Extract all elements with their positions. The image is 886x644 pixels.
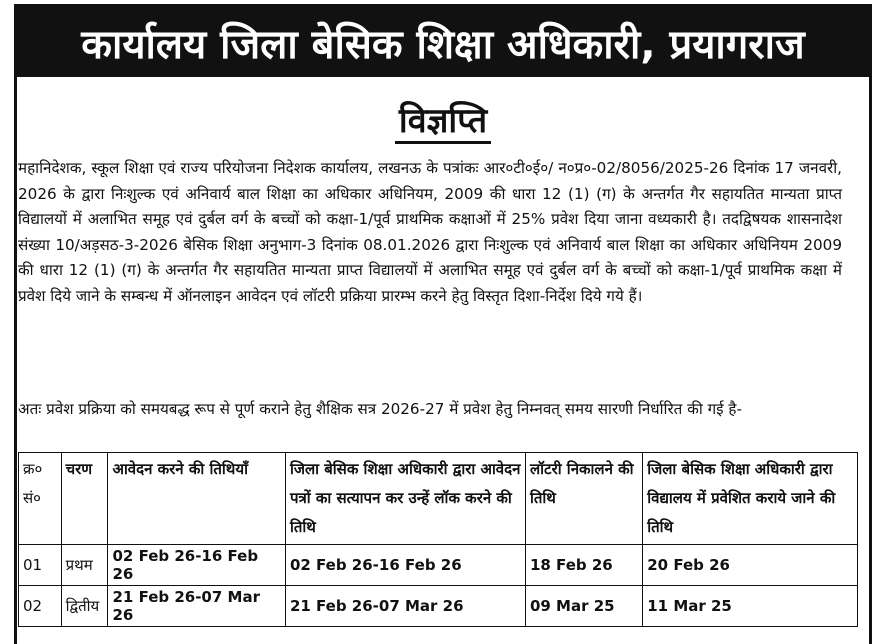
header-application-dates: आवेदन करने की तिथियाँ (108, 453, 285, 545)
cell-verification-date: 02 Feb 26-16 Feb 26 (285, 545, 525, 586)
table-row (19, 586, 858, 627)
table-row (19, 545, 858, 586)
header-verification-date: जिला बेसिक शिक्षा अधिकारी द्वारा आवेदन पत्रों का सत्यापन कर उन्हें लॉक करने की तिथि (285, 453, 525, 545)
title-wrap (17, 101, 869, 144)
notice-paragraph-1: महानिदेशक, स्कूल शिक्षा एवं राज्य परियोजना निदेशक कार्यालय, लखनऊ के पत्रांकः आर०टी०ई०/ न०प्र०-02/8056/2025-26 दिनांक 17 जनवरी, 2026 के द्वारा निःशुल्क एवं अनिवार्य बाल शिक्षा का अधिकार अधिनियम, 2009 की धारा 12 (1) (ग) के अन्तर्गत गैर सहायतित मान्यता प्राप्त विद्यालयों में अलाभित समूह एवं दुर्बल वर्ग के बच्चों को कक्षा-1/पूर्व प्राथमिक कक्षाओं में 25% प्रवेश दिया जाना वध्यकारी है। तदद्विषयक शासनादेश संख्या 10/अड़सठ-3-2026 बेसिक शिक्षा अनुभाग-3 दिनांक 08.01.2026 द्वारा निःशुल्क एवं अनिवार्य बाल शिक्षा का अधिकार अधिनियम 2009 की धारा 12 (1) (ग) के अन्तर्गत गैर सहायतित मान्यता प्राप्त विद्यालयों में अलाभित समूह एवं दुर्बल वर्ग के बच्चों को कक्षा-1/पूर्व प्राथमिक कक्षा में प्रवेश दिये जाने के सम्बन्ध में ऑनलाइन आवेदन एवं लॉटरी प्रक्रिया प्रारम्भ करने हेतु विस्तृत दिशा-निर्देश दिये गये हैं। (18, 159, 842, 305)
cell-phase: प्रथम (61, 545, 108, 586)
header-lottery-date: लॉटरी निकालने की तिथि (525, 453, 642, 545)
cell-verification-date: 21 Feb 26-07 Mar 26 (285, 586, 525, 627)
cell-admission-date: 20 Feb 26 (643, 545, 858, 586)
header-admission-date: जिला बेसिक शिक्षा अधिकारी द्वारा विद्यालय में प्रवेशित कराये जाने की तिथि (643, 453, 858, 545)
notice-title: विज्ञप्ति (395, 101, 491, 144)
schedule-table (18, 452, 858, 627)
header-phase: चरण (61, 453, 108, 545)
cell-lottery-date: 18 Feb 26 (525, 545, 642, 586)
office-header: कार्यालय जिला बेसिक शिक्षा अधिकारी, प्रयागराज (17, 7, 869, 77)
cell-admission-date: 11 Mar 25 (643, 586, 858, 627)
header-serial: क्र० सं० (19, 453, 62, 545)
cell-serial: 02 (19, 586, 62, 627)
notice-paragraph-2: अतः प्रवेश प्रक्रिया को समयबद्ध रूप से पूर्ण कराने हेतु शैक्षिक सत्र 2026-27 में प्रवेश हेतु निम्नवत् समय सारणी निर्धारित की गई है- (18, 400, 742, 418)
cell-serial: 01 (19, 545, 62, 586)
cell-phase: द्वितीय (61, 586, 108, 627)
cell-lottery-date: 09 Mar 25 (525, 586, 642, 627)
table-header-row (19, 453, 858, 545)
cell-application-dates: 21 Feb 26-07 Mar 26 (108, 586, 285, 627)
cell-application-dates: 02 Feb 26-16 Feb 26 (108, 545, 285, 586)
